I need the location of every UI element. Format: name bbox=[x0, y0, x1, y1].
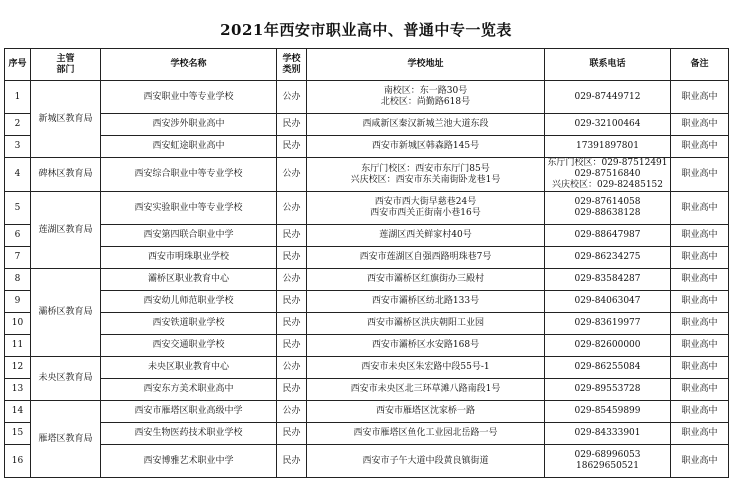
address-line: 西安市灞桥区红旗街办三殿村 bbox=[366, 274, 484, 284]
phone-line: 029-86234275 bbox=[574, 252, 641, 262]
cell-note: 职业高中 bbox=[671, 192, 729, 225]
header-dept: 主管 部门 bbox=[31, 49, 101, 81]
phone-line: 029-84333901 bbox=[574, 428, 641, 438]
cell-type: 民办 bbox=[277, 335, 307, 357]
address-line: 北校区：尚勤路618号 bbox=[380, 97, 471, 107]
table-row bbox=[5, 401, 729, 423]
cell-school: 西安博雅艺术职业中学 bbox=[101, 445, 277, 478]
cell-phone bbox=[545, 225, 671, 247]
cell-note: 职业高中 bbox=[671, 114, 729, 136]
cell-address bbox=[307, 379, 545, 401]
phone-line: 兴庆校区：029-82485152 bbox=[551, 180, 664, 190]
cell-note: 职业高中 bbox=[671, 401, 729, 423]
cell-school: 西安市雁塔区职业高级中学 bbox=[101, 401, 277, 423]
cell-no: 12 bbox=[5, 357, 31, 379]
phone-line: 029-87516840 bbox=[574, 169, 641, 179]
address-line: 西安市雁塔区鱼化工业园北岳路一号 bbox=[353, 428, 498, 438]
table-row bbox=[5, 225, 729, 247]
cell-no: 5 bbox=[5, 192, 31, 225]
cell-type: 民办 bbox=[277, 291, 307, 313]
table-row bbox=[5, 313, 729, 335]
cell-type: 民办 bbox=[277, 114, 307, 136]
table-row bbox=[5, 158, 729, 192]
cell-school: 西安东方美术职业高中 bbox=[101, 379, 277, 401]
address-line: 西咸新区秦汉新城兰池大道东段 bbox=[362, 119, 489, 129]
cell-no: 4 bbox=[5, 158, 31, 192]
address-line: 西安市西大街早慈巷24号 bbox=[374, 197, 477, 207]
address-line: 西安市雁塔区沈家桥一路 bbox=[375, 406, 475, 416]
cell-note: 职业高中 bbox=[671, 269, 729, 291]
cell-no: 15 bbox=[5, 423, 31, 445]
cell-address bbox=[307, 158, 545, 192]
table-row bbox=[5, 269, 729, 291]
cell-address bbox=[307, 269, 545, 291]
cell-school: 西安涉外职业高中 bbox=[101, 114, 277, 136]
cell-address bbox=[307, 114, 545, 136]
address-line: 东厅门校区：西安市东厅门85号 bbox=[361, 163, 490, 174]
table-row bbox=[5, 423, 729, 445]
cell-school: 西安交通职业学校 bbox=[101, 335, 277, 357]
cell-note: 职业高中 bbox=[671, 445, 729, 478]
cell-address bbox=[307, 136, 545, 158]
header-phone: 联系电话 bbox=[545, 49, 671, 81]
cell-note: 职业高中 bbox=[671, 291, 729, 313]
cell-school: 西安生物医药技术职业学校 bbox=[101, 423, 277, 445]
cell-address bbox=[307, 225, 545, 247]
cell-dept: 未央区教育局 bbox=[31, 357, 101, 401]
cell-phone bbox=[545, 136, 671, 158]
cell-no: 16 bbox=[5, 445, 31, 478]
table-row bbox=[5, 357, 729, 379]
address-line: 南校区：东一路30号 bbox=[383, 86, 468, 96]
cell-school: 灞桥区职业教育中心 bbox=[101, 269, 277, 291]
cell-type: 公办 bbox=[277, 158, 307, 192]
header-no: 序号 bbox=[5, 49, 31, 81]
cell-type: 公办 bbox=[277, 269, 307, 291]
page-title: 2021年西安市职业高中、普通中专一览表 bbox=[220, 21, 512, 39]
cell-phone bbox=[545, 192, 671, 225]
address-line: 西安市子午大道中段黄良镇街道 bbox=[362, 455, 489, 466]
table-row bbox=[5, 379, 729, 401]
address-line: 西安市灞桥区洪庆朝阳工业园 bbox=[366, 318, 484, 328]
address-line: 西安市灞桥区水安路168号 bbox=[371, 340, 480, 350]
cell-address bbox=[307, 192, 545, 225]
address-line: 西安市新城区韩森路145号 bbox=[371, 141, 480, 151]
cell-school: 西安职业中等专业学校 bbox=[101, 81, 277, 114]
cell-note: 职业高中 bbox=[671, 423, 729, 445]
cell-no: 11 bbox=[5, 335, 31, 357]
cell-dept: 碑林区教育局 bbox=[31, 158, 101, 192]
cell-note: 职业高中 bbox=[671, 313, 729, 335]
header-type: 学校 类别 bbox=[277, 49, 307, 81]
address-line: 西安市西关正街南小巷16号 bbox=[370, 208, 481, 218]
table-header-row bbox=[5, 49, 729, 81]
cell-type: 公办 bbox=[277, 81, 307, 114]
address-line: 兴庆校区：西安市东关南街卧龙巷1号 bbox=[350, 174, 501, 185]
table-row bbox=[5, 81, 729, 114]
cell-type: 公办 bbox=[277, 401, 307, 423]
cell-type: 公办 bbox=[277, 357, 307, 379]
cell-school: 西安铁道职业学校 bbox=[101, 313, 277, 335]
cell-school: 西安市明珠职业学校 bbox=[101, 247, 277, 269]
phone-line: 029-87614058 bbox=[574, 197, 641, 207]
cell-phone bbox=[545, 158, 671, 192]
cell-no: 8 bbox=[5, 269, 31, 291]
phone-line: 029-83584287 bbox=[574, 274, 641, 284]
cell-type: 民办 bbox=[277, 247, 307, 269]
school-table bbox=[4, 48, 729, 478]
cell-phone bbox=[545, 313, 671, 335]
cell-note: 职业高中 bbox=[671, 225, 729, 247]
phone-line: 东厅门校区：029-87512491 bbox=[547, 158, 668, 168]
phone-line: 029-68996053 bbox=[574, 450, 641, 460]
cell-no: 10 bbox=[5, 313, 31, 335]
cell-no: 9 bbox=[5, 291, 31, 313]
phone-line: 029-88638128 bbox=[574, 208, 641, 218]
cell-note: 职业高中 bbox=[671, 357, 729, 379]
cell-school: 西安第四联合职业中学 bbox=[101, 225, 277, 247]
cell-address bbox=[307, 247, 545, 269]
cell-no: 14 bbox=[5, 401, 31, 423]
table-row bbox=[5, 335, 729, 357]
phone-line: 029-86255084 bbox=[574, 362, 641, 372]
address-line: 西安市莲湖区自强西路明珠巷7号 bbox=[359, 252, 492, 262]
phone-line: 029-87449712 bbox=[574, 91, 641, 102]
phone-line: 029-82600000 bbox=[574, 340, 641, 350]
address-line: 西安市未央区朱宏路中段55号-1 bbox=[361, 362, 490, 372]
cell-no: 3 bbox=[5, 136, 31, 158]
phone-line: 18629650521 bbox=[576, 461, 639, 471]
cell-school: 未央区职业教育中心 bbox=[101, 357, 277, 379]
table-row bbox=[5, 247, 729, 269]
cell-no: 6 bbox=[5, 225, 31, 247]
cell-address bbox=[307, 313, 545, 335]
address-line: 西安市未央区北三环草滩八路南段1号 bbox=[350, 384, 501, 394]
phone-line: 029-84063047 bbox=[574, 296, 641, 306]
cell-school: 西安虹途职业高中 bbox=[101, 136, 277, 158]
cell-phone bbox=[545, 379, 671, 401]
cell-note: 职业高中 bbox=[671, 335, 729, 357]
cell-phone bbox=[545, 114, 671, 136]
cell-phone bbox=[545, 423, 671, 445]
cell-type: 民办 bbox=[277, 379, 307, 401]
table-row bbox=[5, 291, 729, 313]
phone-line: 029-83619977 bbox=[574, 318, 641, 328]
phone-line: 17391897801 bbox=[576, 141, 639, 151]
cell-type: 民办 bbox=[277, 225, 307, 247]
cell-phone bbox=[545, 291, 671, 313]
cell-phone bbox=[545, 269, 671, 291]
address-line: 西安市灞桥区纺北路133号 bbox=[371, 296, 480, 306]
cell-address bbox=[307, 401, 545, 423]
cell-no: 13 bbox=[5, 379, 31, 401]
cell-phone bbox=[545, 401, 671, 423]
cell-type: 民办 bbox=[277, 313, 307, 335]
cell-dept: 灞桥区教育局 bbox=[31, 269, 101, 357]
cell-note: 职业高中 bbox=[671, 81, 729, 114]
table-row bbox=[5, 136, 729, 158]
cell-no: 1 bbox=[5, 81, 31, 114]
cell-type: 公办 bbox=[277, 192, 307, 225]
cell-type: 民办 bbox=[277, 445, 307, 478]
cell-school: 西安综合职业中等专业学校 bbox=[101, 158, 277, 192]
cell-phone bbox=[545, 357, 671, 379]
header-note: 备注 bbox=[671, 49, 729, 81]
cell-phone bbox=[545, 247, 671, 269]
table-row bbox=[5, 445, 729, 478]
phone-line: 029-88647987 bbox=[574, 230, 641, 240]
table-row bbox=[5, 192, 729, 225]
header-address: 学校地址 bbox=[307, 49, 545, 81]
cell-school: 西安幼儿师范职业学校 bbox=[101, 291, 277, 313]
phone-line: 029-85459899 bbox=[574, 406, 641, 416]
phone-line: 029-32100464 bbox=[574, 119, 641, 129]
cell-phone bbox=[545, 445, 671, 478]
cell-address bbox=[307, 423, 545, 445]
table-row bbox=[5, 114, 729, 136]
cell-no: 7 bbox=[5, 247, 31, 269]
cell-phone bbox=[545, 335, 671, 357]
cell-note: 职业高中 bbox=[671, 158, 729, 192]
cell-address bbox=[307, 291, 545, 313]
table-body bbox=[5, 81, 729, 478]
cell-dept: 雁塔区教育局 bbox=[31, 401, 101, 478]
cell-address bbox=[307, 445, 545, 478]
cell-dept: 新城区教育局 bbox=[31, 81, 101, 158]
cell-address bbox=[307, 335, 545, 357]
cell-no: 2 bbox=[5, 114, 31, 136]
cell-dept: 莲湖区教育局 bbox=[31, 192, 101, 269]
cell-phone bbox=[545, 81, 671, 114]
cell-school: 西安实验职业中等专业学校 bbox=[101, 192, 277, 225]
cell-note: 职业高中 bbox=[671, 247, 729, 269]
header-school: 学校名称 bbox=[101, 49, 277, 81]
phone-line: 029-89553728 bbox=[574, 384, 641, 394]
cell-type: 民办 bbox=[277, 136, 307, 158]
cell-address bbox=[307, 81, 545, 114]
cell-address bbox=[307, 357, 545, 379]
cell-note: 职业高中 bbox=[671, 136, 729, 158]
cell-type: 民办 bbox=[277, 423, 307, 445]
address-line: 莲湖区西关鲜家村40号 bbox=[379, 230, 472, 240]
cell-note: 职业高中 bbox=[671, 379, 729, 401]
